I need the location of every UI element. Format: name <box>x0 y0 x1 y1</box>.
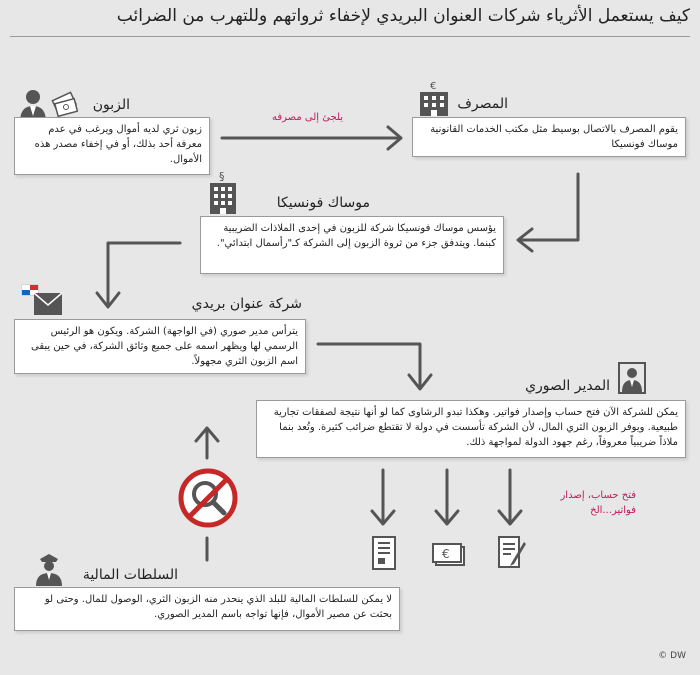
nominee-director-box <box>256 400 686 458</box>
shell-company-text: يترأس مدير صوري (في الواجهة) الشركة. ويكون هو الرئيس الرسمي لها ويظهر اسمه على جميع وثائق الشركة، في حين يبقى اسم الزبون الثري مجهولاً. <box>30 326 298 367</box>
nominee-director-label: المدير الصوري <box>525 378 610 394</box>
customer-text: زبون ثري لديه أموال ويرغب في عدم معرفة أحد بذلك، أو في إخفاء مصدر هذه الأموال. <box>34 124 202 165</box>
svg-text:€: € <box>430 81 437 92</box>
dw-logo-credit: © DW <box>658 651 686 661</box>
cash-banknote-icon <box>432 543 466 569</box>
shell-company-label: شركة عنوان بريدي <box>191 296 302 312</box>
bank-label: المصرف <box>457 96 508 112</box>
nominee-director-icon <box>618 362 646 394</box>
mailbox-flag-icon <box>20 283 64 317</box>
invoice-document-icon <box>372 536 396 570</box>
mossack-label: موساك فونسيكا <box>276 195 370 211</box>
law-firm-building-icon <box>208 170 238 214</box>
mossack-text: يؤسس موساك فونسيكا شركة للزبون في إحدى الملاذات الضريبية كبنما. ويتدفق جزء من ثروة الزبون إلى الشركة كـ"رأسمال ابتدائي". <box>216 223 496 249</box>
arrow-label-goes-to-bank: يلجئ إلى مصرفه <box>272 112 344 123</box>
bank-euro-icon <box>418 80 450 116</box>
shell-company-box <box>14 319 306 374</box>
mossack-box <box>200 216 504 274</box>
svg-text:§: § <box>219 170 225 183</box>
arrow-shell-to-director <box>318 344 420 388</box>
actions-label: فتح حساب، إصدار فواتير...الخ <box>560 490 636 516</box>
bank-box <box>412 117 686 157</box>
customer-label: الزبون <box>92 97 130 113</box>
page-title: كيف يستعمل الأثرياء شركات العنوان البريدي لإخفاء ثرواتهم وللتهرب من الضرائب <box>116 6 690 26</box>
tax-authority-officer-icon <box>34 552 64 586</box>
svg-text:€: € <box>442 547 450 561</box>
bank-text: يقوم المصرف بالاتصال بوسيط مثل مكتب الخدمات القانونية موساك فونسيكا <box>430 124 678 150</box>
tax-authorities-text: لا يمكن للسلطات المالية للبلد الذي ينحدر منه الزبون الثري، الوصول للمال. وحتى لو بحثت عن مصير الأموال، فإنها تواجه باسم المدير الصوري. <box>44 594 392 620</box>
search-forbidden-icon <box>178 468 238 528</box>
contract-signing-icon <box>498 536 528 570</box>
tax-authorities-label: السلطات المالية <box>82 567 178 583</box>
tax-authorities-box <box>14 587 400 631</box>
customer-box <box>14 117 210 175</box>
nominee-director-text: يمكن للشركة الآن فتح حساب وإصدار فواتير. وهكذا تبدو الرشاوى كما لو أنها نتيجة لصفقات تجارية طبيعية. ويوفر الزبون الثري المال، لأن الشركة تأسست في دولة لا تقتطع ضرائب كثيرة. وتُعد بنما ملاذاً ضريبياً معروفاً، رغم جهود الدولة لمواجهة ذلك. <box>273 407 678 448</box>
arrow-mossack-to-shell <box>108 243 180 306</box>
